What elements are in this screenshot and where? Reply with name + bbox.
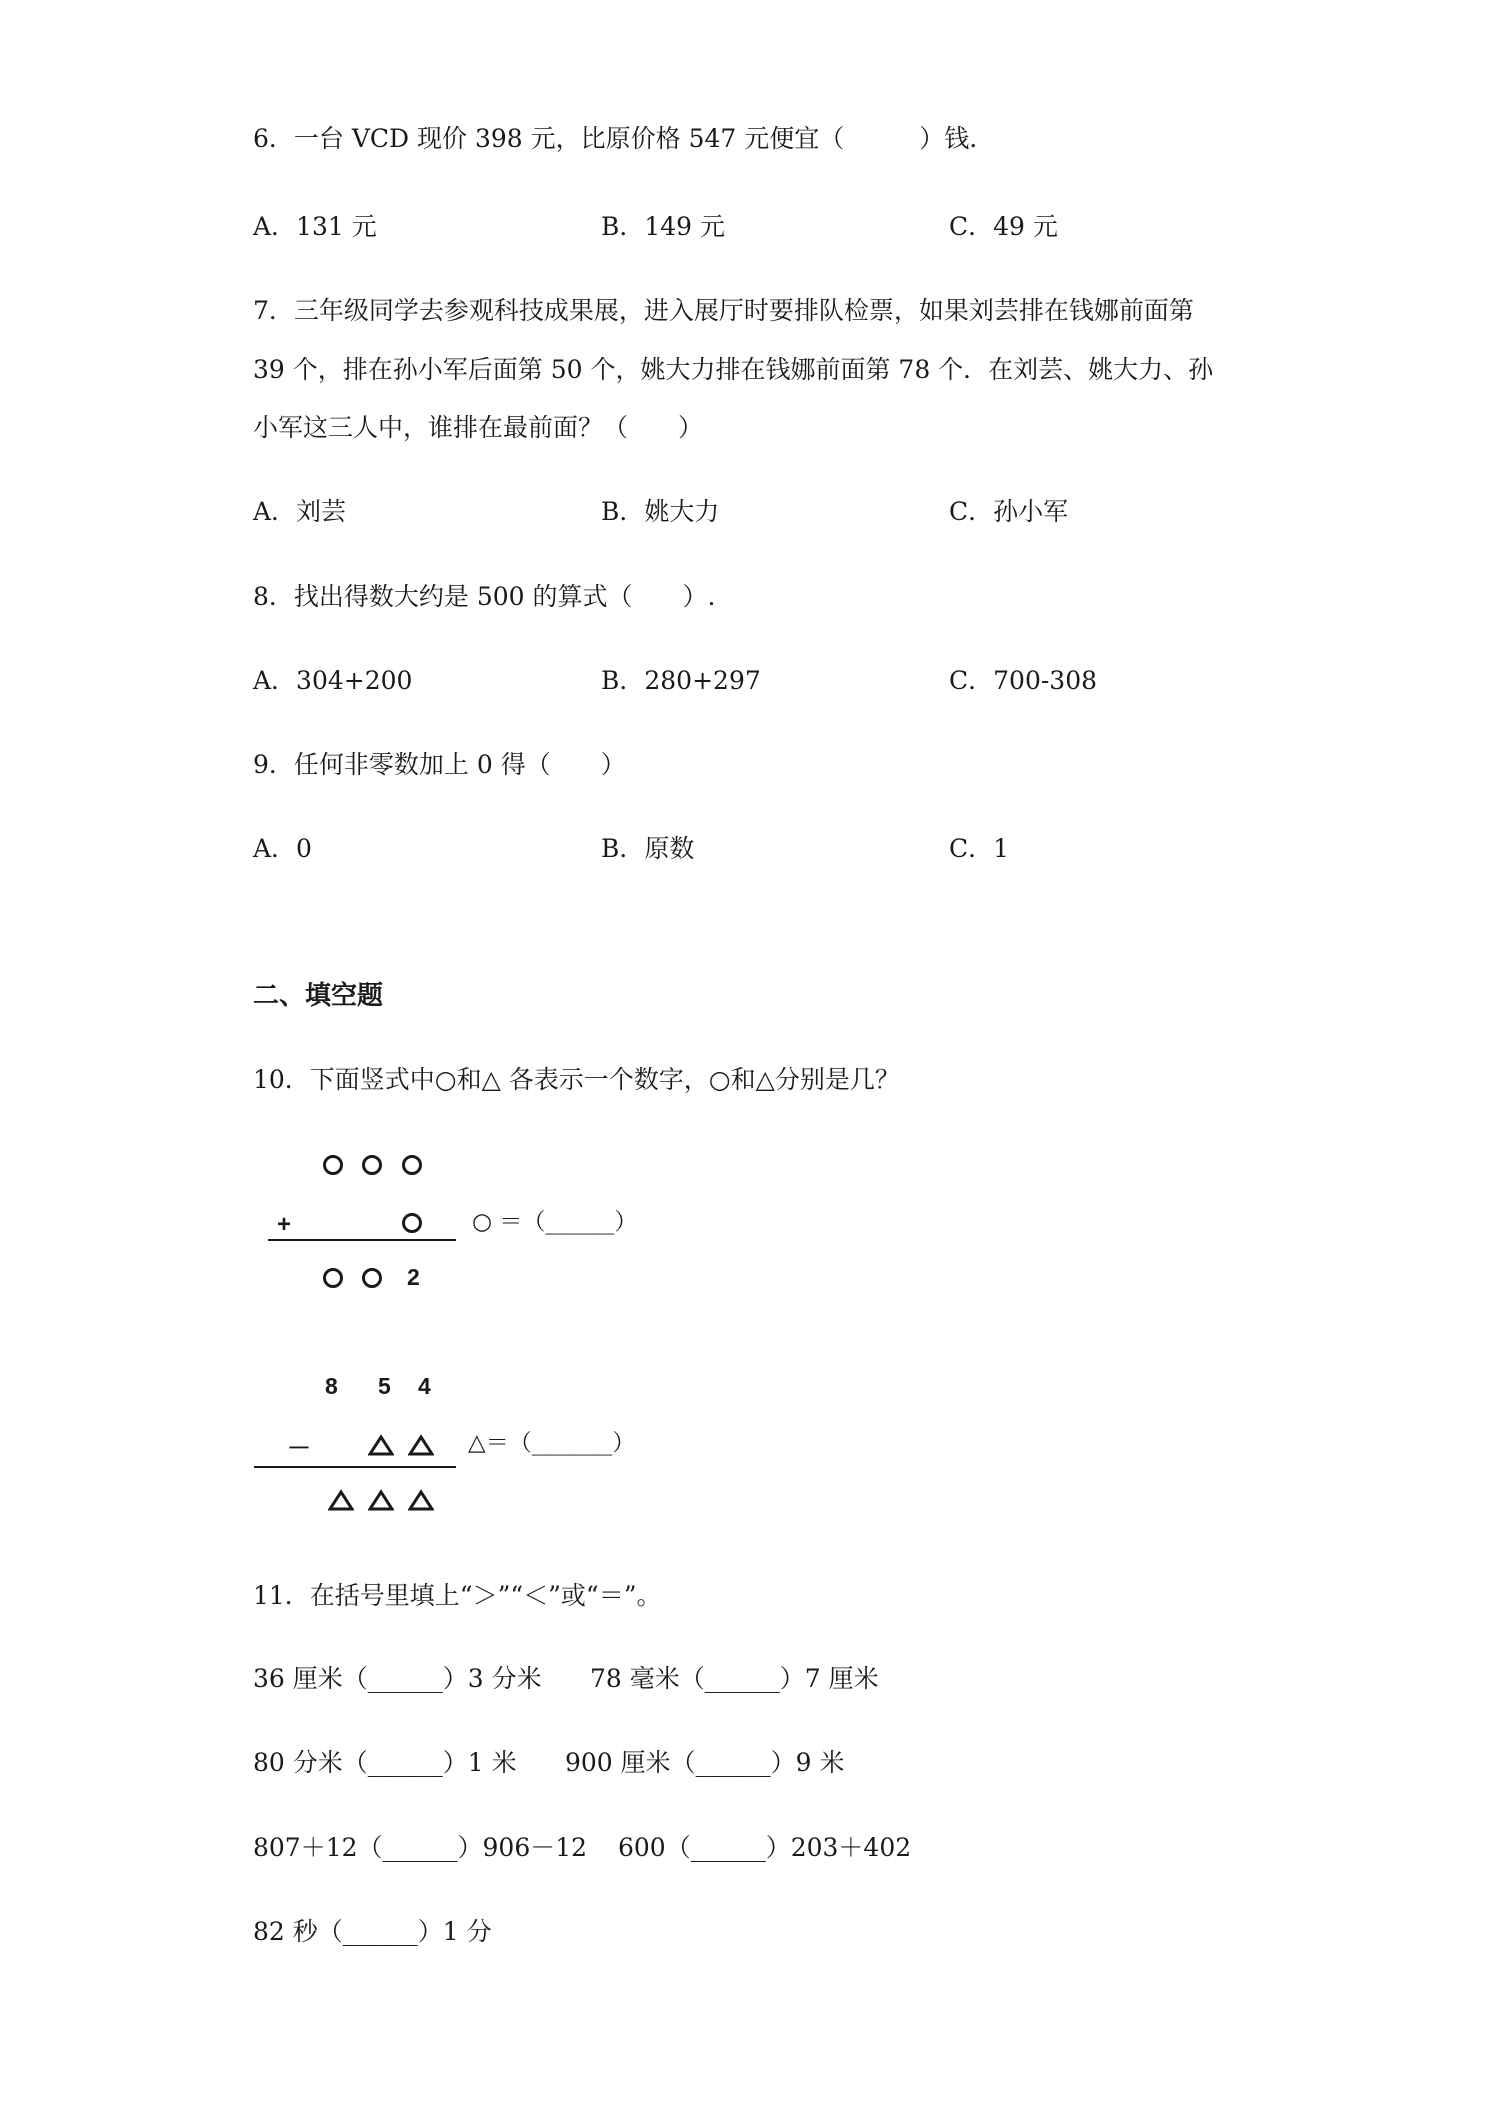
circle-answer-blank: ○ ＝（______） bbox=[472, 1209, 638, 1235]
question-7-option-c: C．孙小军 bbox=[949, 497, 1069, 526]
question-8-option-a: A．304+200 bbox=[253, 666, 413, 695]
question-8-option-b: B．280+297 bbox=[601, 666, 761, 695]
plus-sign: + bbox=[277, 1211, 292, 1238]
circle-icon bbox=[362, 1155, 382, 1175]
circle-icon bbox=[402, 1213, 422, 1233]
question-7-line-3: 小军这三人中，谁排在最前面？（ ） bbox=[253, 413, 704, 442]
question-6-option-a: A．131 元 bbox=[253, 212, 377, 241]
question-7-line-2: 39 个，排在孙小军后面第 50 个，姚大力排在钱娜前面第 78 个．在刘芸、姚大力、孙 bbox=[253, 355, 1214, 384]
result-digit: 2 bbox=[407, 1264, 420, 1290]
question-9-option-b: B．原数 bbox=[601, 834, 695, 863]
question-7-line-1: 7．三年级同学去参观科技成果展，进入展厅时要排队检票，如果刘芸排在钱娜前面第 bbox=[253, 296, 1194, 325]
triangle-icon bbox=[408, 1434, 434, 1456]
question-10-text: 10．下面竖式中○和△ 各表示一个数字，○和△分别是几？ bbox=[253, 1065, 900, 1094]
comparison-item: 36 厘米（______）3 分米 bbox=[253, 1664, 542, 1693]
question-9-text: 9．任何非零数加上 0 得（ ） bbox=[253, 750, 626, 779]
digit-tens: 5 bbox=[378, 1373, 391, 1399]
question-6-text: 6．一台 VCD 现价 398 元，比原价格 547 元便宜（ ）钱. bbox=[253, 124, 978, 153]
comparison-item: 600（______）203＋402 bbox=[618, 1833, 912, 1862]
section-heading: 二、填空题 bbox=[253, 981, 384, 1011]
question-7-option-b: B．姚大力 bbox=[601, 497, 720, 526]
comparison-item: 80 分米（______）1 米 bbox=[253, 1748, 517, 1777]
triangle-icon bbox=[328, 1489, 354, 1511]
question-9-option-a: A．0 bbox=[253, 834, 312, 863]
digit-ones: 4 bbox=[418, 1373, 431, 1399]
comparison-item: 900 厘米（______）9 米 bbox=[565, 1748, 845, 1777]
comparison-item: 78 毫米（______）7 厘米 bbox=[590, 1664, 879, 1693]
comparison-item: 82 秒（______）1 分 bbox=[253, 1917, 492, 1946]
subtraction-rule bbox=[254, 1466, 456, 1468]
question-9-option-c: C．1 bbox=[949, 834, 1010, 863]
triangle-icon bbox=[408, 1489, 434, 1511]
circle-icon bbox=[362, 1268, 382, 1288]
circle-icon bbox=[323, 1155, 343, 1175]
question-6-option-b: B．149 元 bbox=[601, 212, 726, 241]
circle-icon bbox=[402, 1155, 422, 1175]
minus-sign: － bbox=[287, 1435, 311, 1462]
comparison-item: 807＋12（______）906－12 bbox=[253, 1833, 588, 1862]
circle-icon bbox=[323, 1268, 343, 1288]
question-8-text: 8．找出得数大约是 500 的算式（ ）. bbox=[253, 582, 716, 611]
digit-hundreds: 8 bbox=[325, 1373, 338, 1399]
triangle-icon bbox=[368, 1434, 394, 1456]
triangle-answer-blank: △＝（_______） bbox=[468, 1430, 636, 1456]
addition-rule bbox=[268, 1239, 456, 1241]
question-8-option-c: C．700-308 bbox=[949, 666, 1098, 695]
question-7-option-a: A．刘芸 bbox=[253, 497, 347, 526]
question-6-option-c: C．49 元 bbox=[949, 212, 1058, 241]
question-11-text: 11．在括号里填上“＞”“＜”或“＝”。 bbox=[253, 1581, 662, 1610]
triangle-icon bbox=[368, 1489, 394, 1511]
